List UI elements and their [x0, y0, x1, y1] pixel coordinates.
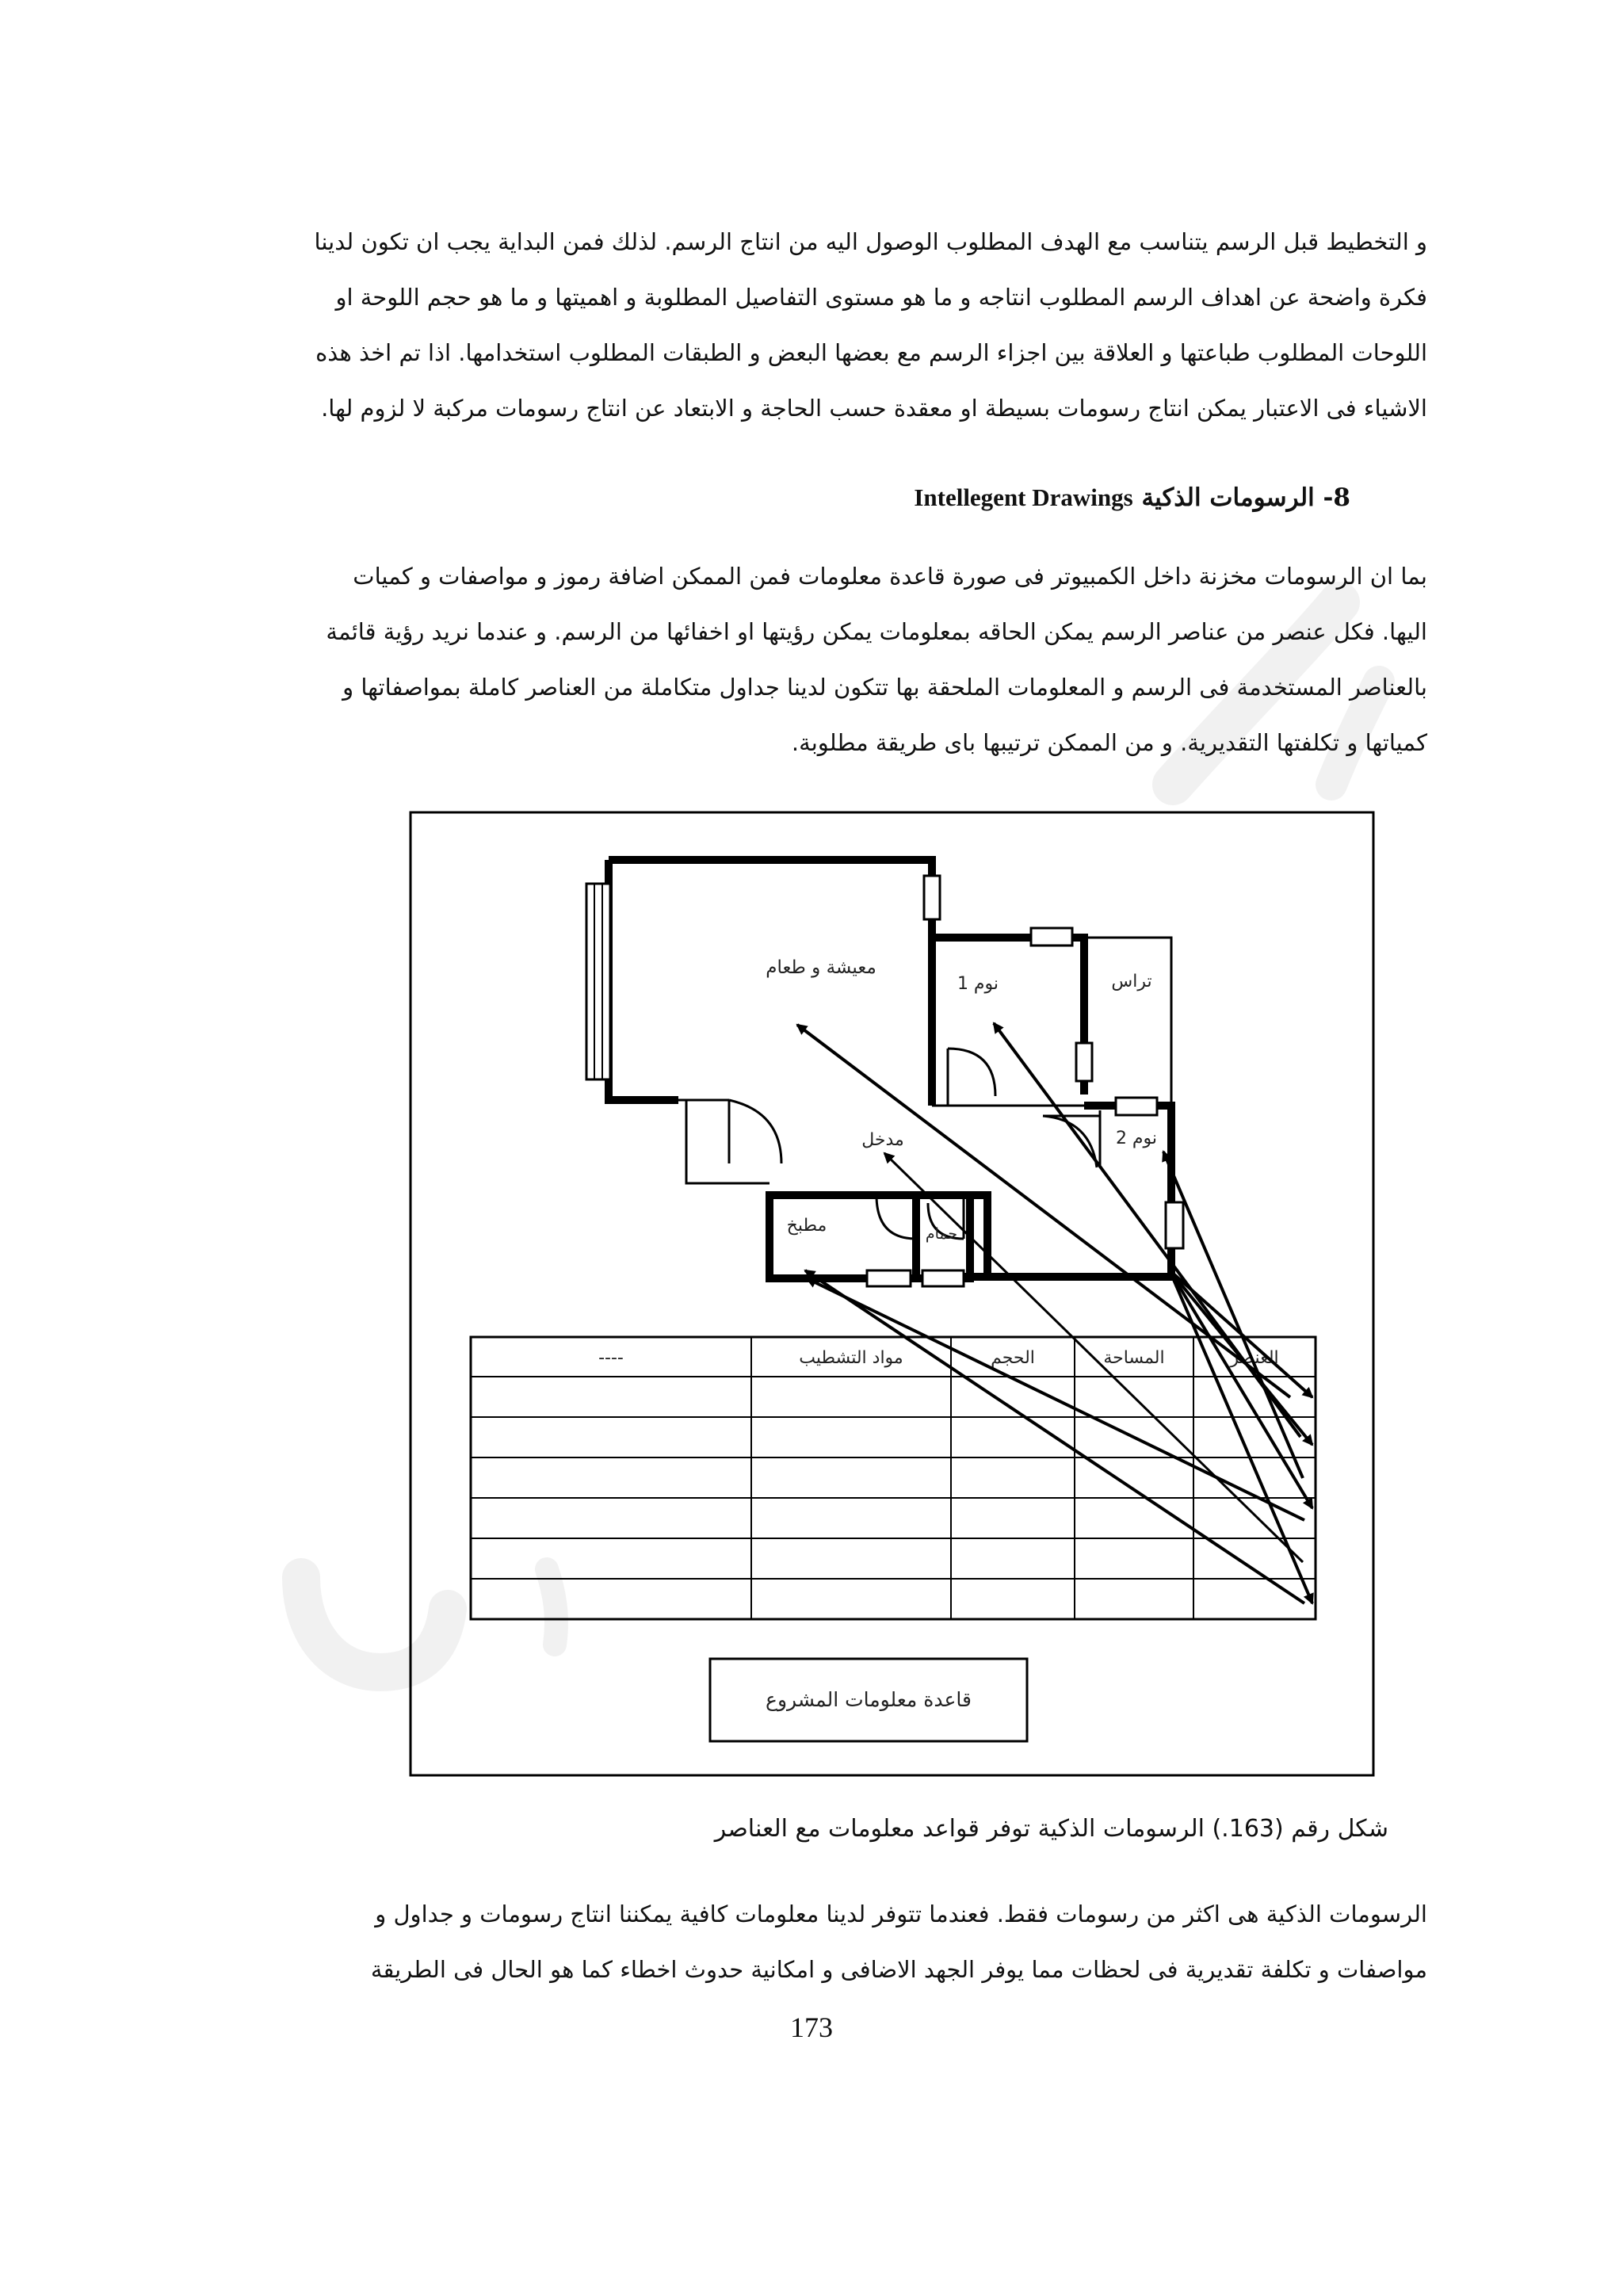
room-label-terrace: تراس [1111, 972, 1152, 991]
element-table [471, 1337, 1316, 1619]
room-label-bedroom-1: نوم 1 [957, 974, 999, 994]
paragraph-line: كمياتها و تكلفتها التقديرية. و من الممكن ترتيبها باى طريقة مطلوبة. [791, 729, 1427, 756]
arrow-return-1 [1170, 1270, 1312, 1397]
paragraph-line: فكرة واضحة عن اهداف الرسم المطلوب انتاجه و ما هو مستوى التفاصيل المطلوبة و اهميتها و ما هو حجم اللوحة او [335, 284, 1427, 311]
floor-plan [586, 860, 1183, 1286]
page-number: 173 [790, 2011, 833, 2043]
figure-floorplan-database [409, 811, 1375, 1778]
table-header-volume: الحجم [991, 1348, 1035, 1368]
table-header-dashes: ---- [598, 1348, 624, 1368]
database-label: قاعدة معلومات المشروع [766, 1688, 972, 1711]
room-label-living-dining: معيشة و طعام [766, 957, 876, 978]
arrow-bedroom-2 [1163, 1152, 1303, 1478]
arrow-kitchen-row-4 [807, 1278, 1304, 1520]
table-header-finishing-materials: مواد التشطيب [799, 1348, 903, 1368]
figure-frame [411, 812, 1373, 1775]
paragraph-line: الاشياء فى الاعتبار يمكن انتاج رسومات بسيطة او معقدة حسب الحاجة و الابتعاد عن انتاج رسومات مركبة لا لزوم لها. [321, 395, 1427, 422]
paragraph-line: و التخطيط قبل الرسم يتناسب مع الهدف المطلوب الوصول اليه من انتاج الرسم. لذلك فمن البداية يجب ان تكون لدينا [314, 228, 1427, 255]
arrow-return-3 [1170, 1270, 1312, 1508]
intelligent-drawings-paragraph [195, 548, 1427, 770]
room-label-bathroom: حمام [925, 1225, 958, 1243]
paragraph-line: الرسومات الذكية هى اكثر من رسومات فقط. فعندما تتوفر لدينا معلومات كافية يمكننا انتاج رسومات و جداول و [375, 1901, 1427, 1927]
link-arrows [797, 1023, 1312, 1603]
arrow-return-4 [1170, 1270, 1312, 1603]
paragraph-line: اليها. فكل عنصر من عناصر الرسم يمكن الحاقه بمعلومات يمكن رؤيتها او اخفائها من الرسم. و عندما نريد رؤية قائمة [326, 618, 1427, 645]
room-label-bedroom-2: نوم 2 [1115, 1129, 1158, 1148]
room-labels [766, 957, 1157, 1243]
room-label-entrance: مدخل [861, 1130, 904, 1150]
table-header-element: العنصر [1230, 1348, 1279, 1368]
paragraph-line: بما ان الرسومات مخزنة داخل الكمبيوتر فى صورة قاعدة معلومات فمن الممكن اضافة رموز و مواصفات و كميات [353, 563, 1427, 590]
paragraph-line: اللوحات المطلوب طباعتها و العلاقة بين اجزاء الرسم مع بعضها البعض و الطبقات المطلوب استخدامها. اذا تم اخذ هذه [315, 339, 1427, 366]
paragraph-line: مواصفات و تكلفة تقديرية فى لحظات مما يوفر الجهد الاضافى و امكانية حدوث اخطاء كما هو الحال فى الطريقة [370, 1956, 1427, 1983]
table-header-area: المساحة [1103, 1348, 1165, 1368]
figure-caption: شكل رقم (163.) الرسومات الذكية توفر قواعد معلومات مع العناصر [714, 1815, 1388, 1843]
closing-paragraph [195, 1886, 1427, 1997]
intro-paragraph [195, 214, 1427, 436]
section-heading [475, 483, 1350, 512]
paragraph-line: بالعناصر المستخدمة فى الرسم و المعلومات الملحقة بها تتكون لدينا جداول متكاملة من العناصر كاملة بمواصفاتها و [342, 674, 1427, 701]
heading-english: Intellegent Drawings [914, 483, 1133, 511]
room-label-kitchen: مطبخ [786, 1216, 827, 1236]
arrow-return-2 [1170, 1270, 1312, 1445]
heading-arabic: 8- الرسومات الذكية [1141, 483, 1350, 512]
arrow-living-dining [797, 1025, 1290, 1397]
